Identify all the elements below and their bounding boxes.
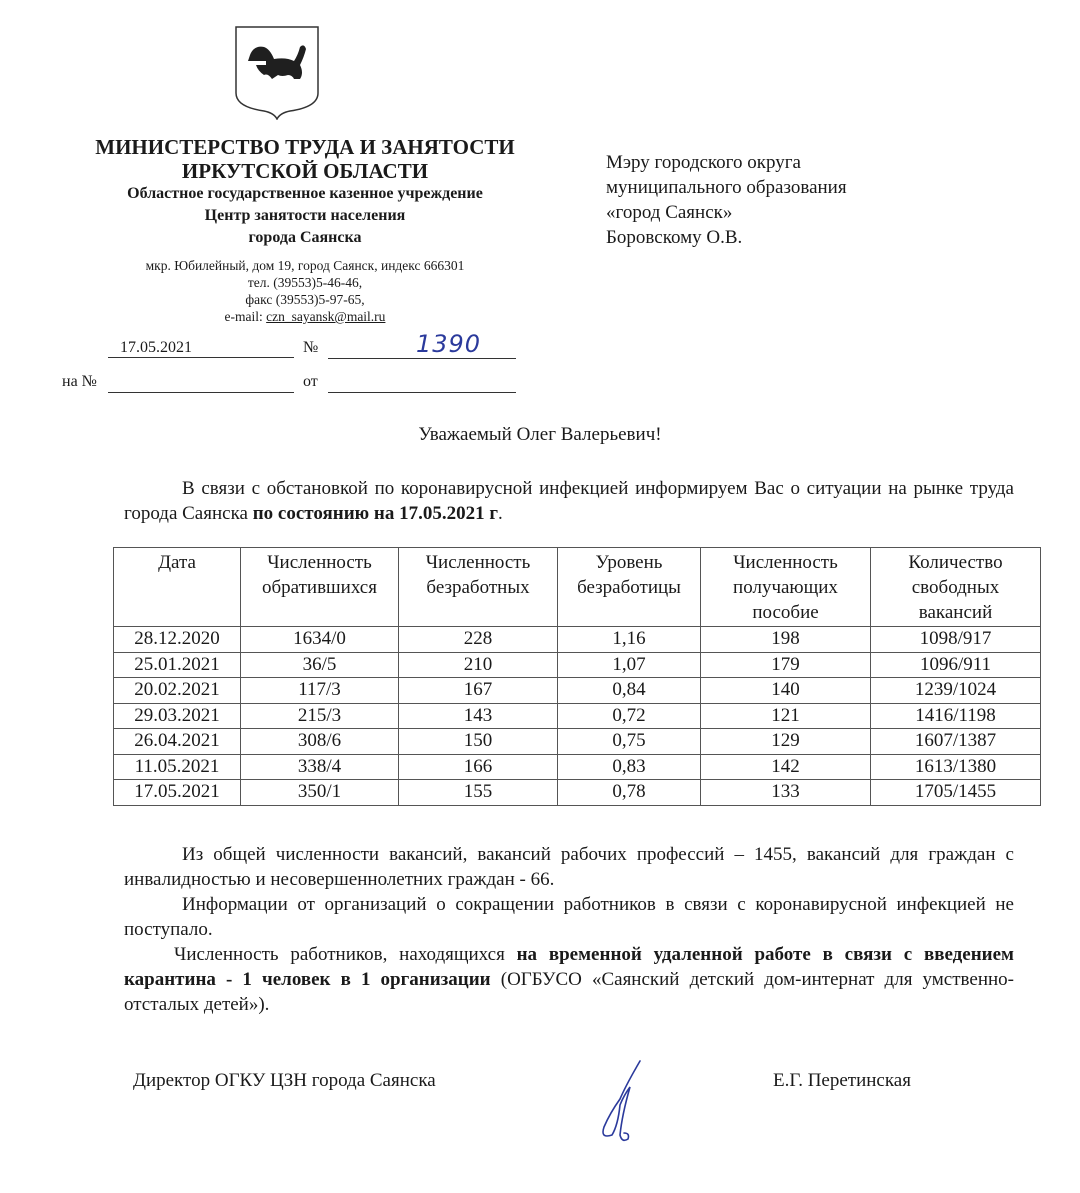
table-row xyxy=(114,652,1041,678)
col-header-unemployed: Численность безработных xyxy=(399,548,558,627)
intro-paragraph: В связи с обстановкой по коронавирусной инфекцией информируем Вас о ситуации на рынке труда города Саянска по состоянию на 17.05.2021 г. xyxy=(124,478,1014,524)
intro-text: В связи с обстановкой по коронавирусной инфекцией информируем Вас о ситуации на рынке труда города Саянска xyxy=(124,478,1014,524)
cell-rate: 1,16 xyxy=(558,627,701,653)
ministry-name-line1: МИНИСТЕРСТВО ТРУДА И ЗАНЯТОСТИ xyxy=(95,135,515,159)
cell-unemployed: 210 xyxy=(399,652,558,678)
cell-applicants: 350/1 xyxy=(241,780,399,806)
cell-vacancies: 1239/1024 xyxy=(871,678,1041,704)
cell-benefits: 133 xyxy=(701,780,871,806)
cell-vacancies: 1613/1380 xyxy=(871,754,1041,780)
outgoing-date: 17.05.2021 xyxy=(108,338,294,358)
cell-benefits: 140 xyxy=(701,678,871,704)
cell-benefits: 142 xyxy=(701,754,871,780)
cell-unemployed: 150 xyxy=(399,729,558,755)
cell-vacancies: 1607/1387 xyxy=(871,729,1041,755)
cell-applicants: 117/3 xyxy=(241,678,399,704)
table-header-row xyxy=(114,548,1041,627)
cell-date: 11.05.2021 xyxy=(114,754,241,780)
cell-rate: 0,72 xyxy=(558,703,701,729)
address: мкр. Юбилейный, дом 19, город Саянск, индекс 666301 xyxy=(145,258,465,273)
cell-rate: 0,75 xyxy=(558,729,701,755)
institution-line2: Центр занятости населения xyxy=(204,207,406,224)
cell-applicants: 308/6 xyxy=(241,729,399,755)
cell-benefits: 121 xyxy=(701,703,871,729)
cell-unemployed: 143 xyxy=(399,703,558,729)
phone: тел. (39553)5-46-46, xyxy=(247,275,363,290)
cell-date: 28.12.2020 xyxy=(114,627,241,653)
cell-vacancies: 1096/911 xyxy=(871,652,1041,678)
institution-line1: Областное государственное казенное учреждение xyxy=(127,185,483,202)
table-row xyxy=(114,627,1041,653)
reference-number-label: на № xyxy=(62,373,97,390)
col-header-benefit-recipients: Численность получающих пособие xyxy=(701,548,871,627)
table-row xyxy=(114,729,1041,755)
handwritten-signature-icon xyxy=(590,1055,660,1145)
greeting: Уважаемый Олег Валерьевич! xyxy=(418,424,662,445)
addressee-line4: Боровскому О.В. xyxy=(606,227,743,248)
table-row xyxy=(114,678,1041,704)
labor-market-table xyxy=(113,547,1041,806)
reference-date-field xyxy=(328,372,516,393)
cell-rate: 1,07 xyxy=(558,652,701,678)
outgoing-number-field xyxy=(328,330,516,359)
cell-applicants: 215/3 xyxy=(241,703,399,729)
cell-vacancies: 1416/1198 xyxy=(871,703,1041,729)
table-row xyxy=(114,780,1041,806)
coat-of-arms-icon xyxy=(234,25,320,120)
intro-date-bold: по состоянию на 17.05.2021 г xyxy=(252,503,499,524)
cell-applicants: 36/5 xyxy=(241,652,399,678)
fax: факс (39553)5-97-65, xyxy=(245,292,365,307)
addressee-block xyxy=(606,150,847,250)
col-header-applicants: Численность обратившихся xyxy=(241,548,399,627)
cell-vacancies: 1705/1455 xyxy=(871,780,1041,806)
remote-work-bold: на временной удаленной работе в связи с введением карантина - 1 человек в 1 организации xyxy=(124,944,1014,990)
cell-date: 17.05.2021 xyxy=(114,780,241,806)
cell-date: 25.01.2021 xyxy=(114,652,241,678)
col-header-unemployment-rate: Уровень безработицы xyxy=(558,548,701,627)
cell-unemployed: 167 xyxy=(399,678,558,704)
cell-unemployed: 166 xyxy=(399,754,558,780)
cell-date: 26.04.2021 xyxy=(114,729,241,755)
reference-number-field xyxy=(108,372,294,393)
layoffs-paragraph: Информации от организаций о сокращении работников в связи с коронавирусной инфекцией не поступало. xyxy=(124,894,1014,940)
cell-vacancies: 1098/917 xyxy=(871,627,1041,653)
email-label: e-mail: xyxy=(224,309,267,324)
signatory-name: Е.Г. Перетинская xyxy=(773,1070,911,1091)
handwritten-number: 1390 xyxy=(416,330,482,358)
contact-info xyxy=(60,257,550,325)
ministry-name-line2: ИРКУТСКОЙ ОБЛАСТИ xyxy=(181,159,429,183)
cell-benefits: 129 xyxy=(701,729,871,755)
institution-line3: города Саянска xyxy=(248,229,362,246)
cell-benefits: 179 xyxy=(701,652,871,678)
cell-rate: 0,84 xyxy=(558,678,701,704)
remote-work-paragraph: Численность работников, находящихся на временной удаленной работе в связи с введением карантина - 1 человек в 1 организации (ОГБУСО «Саянский детский дом-интернат для умственно-отсталых детей»). xyxy=(124,944,1014,1015)
vacancies-paragraph: Из общей численности вакансий, вакансий рабочих профессий – 1455, вакансий для граждан с инвалидностью и несовершеннолетних граждан - 66. xyxy=(124,844,1014,890)
cell-unemployed: 228 xyxy=(399,627,558,653)
addressee-line3: «город Саянск» xyxy=(606,202,733,223)
cell-date: 29.03.2021 xyxy=(114,703,241,729)
cell-rate: 0,78 xyxy=(558,780,701,806)
addressee-line2: муниципального образования xyxy=(606,177,847,198)
cell-applicants: 1634/0 xyxy=(241,627,399,653)
reference-date-label: от xyxy=(303,373,318,390)
cell-date: 20.02.2021 xyxy=(114,678,241,704)
cell-applicants: 338/4 xyxy=(241,754,399,780)
sender-organization xyxy=(60,135,550,325)
cell-rate: 0,83 xyxy=(558,754,701,780)
table-row xyxy=(114,754,1041,780)
cell-benefits: 198 xyxy=(701,627,871,653)
email-link[interactable]: czn_sayansk@mail.ru xyxy=(266,309,386,324)
addressee-line1: Мэру городского округа xyxy=(606,152,801,173)
signatory-title: Директор ОГКУ ЦЗН города Саянска xyxy=(133,1070,436,1091)
col-header-date: Дата xyxy=(114,548,241,627)
cell-unemployed: 155 xyxy=(399,780,558,806)
email-line xyxy=(60,308,550,325)
table-row xyxy=(114,703,1041,729)
body-paragraphs xyxy=(124,842,1014,1017)
outgoing-number-label: № xyxy=(303,339,319,356)
col-header-vacancies: Количество свободных вакансий xyxy=(871,548,1041,627)
